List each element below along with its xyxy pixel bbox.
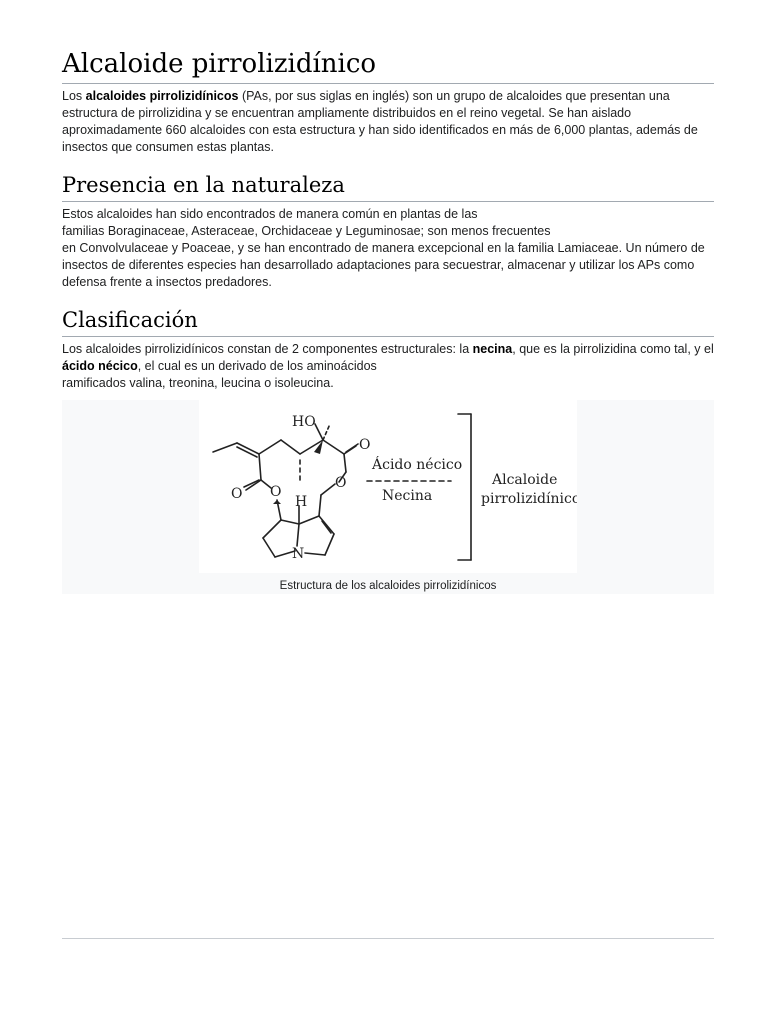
clasificacion-text-2: , que es la pirrolizidina como tal, y el [512, 342, 714, 356]
label-o-ester-right: O [335, 475, 347, 491]
clasificacion-text-1: Los alcaloides pirrolizidínicos constan de 2 componentes estructurales: la [62, 342, 473, 356]
footer-divider [62, 938, 714, 939]
presencia-line-1: Estos alcaloides han sido encontrados de manera común en plantas de las [62, 207, 478, 221]
label-o-ester-left: O [270, 484, 282, 500]
label-ho: HO [292, 414, 316, 430]
clasificacion-line-2: ramificados valina, treonina, leucina o isoleucina. [62, 376, 334, 390]
intro-paragraph [62, 88, 714, 156]
section-heading-clasificacion: Clasificación [62, 305, 714, 337]
clasificacion-text-3: , el cual es un derivado de los aminoácidos [137, 359, 377, 373]
presencia-line-3: en Convolvulaceae y Poaceae, y se han encontrado de manera excepcional en la familia Lamiaceae. Un número de insectos de diferentes especies han desarrollado adaptaciones para secuestrar, almacenar y utilizar los APs como defensa frente a insectos predadores. [62, 241, 705, 289]
article [62, 40, 714, 594]
label-o-carbonyl-right: O [359, 437, 371, 453]
intro-text-1: Los [62, 89, 86, 103]
label-pirrolizidinico: pirrolizidínico [481, 491, 577, 507]
presencia-line-2: familias Boraginaceae, Asteraceae, Orchidaceae y Leguminosae; son menos frecuentes [62, 224, 551, 238]
structure-figure [62, 400, 714, 594]
bold-acido-necico: ácido nécico [62, 359, 138, 373]
label-h: H [295, 494, 308, 510]
intro-text-2: (PAs, por sus siglas en inglés) son un grupo de alcaloides que presentan una estructura de pirrolizidina y se encuentran ampliamente distribuidos en el reino vegetal. Se han aislado aproximadamente 660 alcaloides con esta estructura y han sido identificados en más de 6,000 plantas, además de insectos que consumen estas plantas. [62, 89, 698, 154]
structure-image [199, 400, 577, 573]
intro-bold-term: alcaloides pirrolizidínicos [85, 89, 239, 103]
label-o-carbonyl-left: O [231, 486, 243, 502]
label-necina: Necina [382, 488, 433, 504]
label-acido-necico: Ácido nécico [372, 457, 463, 473]
presencia-paragraph [62, 206, 714, 291]
clasificacion-paragraph [62, 341, 714, 392]
label-n: N [292, 546, 305, 562]
figure-caption: Estructura de los alcaloides pirrolizidínicos [279, 580, 497, 592]
label-alcaloide: Alcaloide [492, 472, 558, 488]
page-title: Alcaloide pirrolizidínico [62, 46, 714, 84]
section-heading-presencia: Presencia en la naturaleza [62, 170, 714, 202]
bold-necina: necina [472, 342, 513, 356]
chemical-structure-diagram [199, 400, 577, 573]
